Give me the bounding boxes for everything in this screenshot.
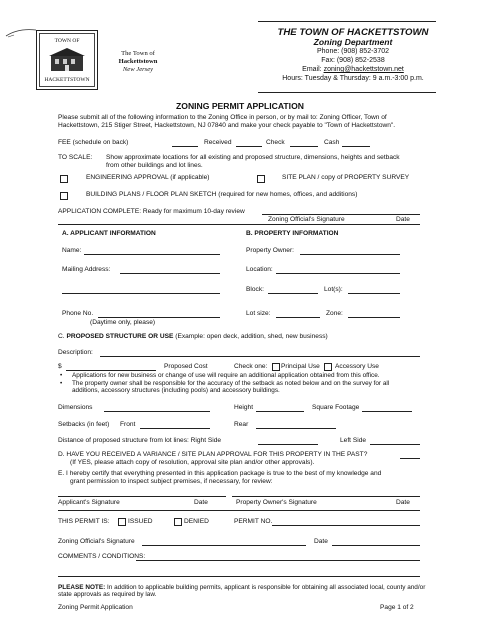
received-label: Received xyxy=(204,139,232,146)
to-scale-label: TO SCALE: xyxy=(58,154,93,161)
certify-line-1: E. I hereby certify that everything presented in this application package is true to the best of my knowledge and xyxy=(58,470,382,477)
front-field[interactable] xyxy=(140,428,210,429)
header-phone: Phone: (908) 852-3702 xyxy=(317,48,389,55)
denied-label: DENIED xyxy=(184,518,209,525)
square-footage-label: Square Footage xyxy=(312,404,360,411)
header-hours: Hours: Tuesday & Thursday: 9 a.m.-3:00 p.m. xyxy=(282,75,424,82)
zoning-sig-caption: Zoning Official's Signature xyxy=(268,216,345,223)
description-label: Description: xyxy=(58,349,93,356)
lot-size-field[interactable] xyxy=(276,317,320,318)
section-c-example: (Example: open deck, addition, shed, new business) xyxy=(173,333,328,340)
property-owner-field[interactable] xyxy=(300,254,400,255)
owner-date-caption: Date xyxy=(396,499,410,506)
rear-label: Rear xyxy=(234,421,249,428)
building-icon xyxy=(49,47,85,73)
bullet-2a: The property owner shall be responsible for the accuracy of the setback as noted below and on the survey for all xyxy=(72,380,390,387)
dimensions-label: Dimensions xyxy=(58,404,93,411)
mailing-address-field-2[interactable] xyxy=(62,293,220,294)
permit-is-label: THIS PERMIT IS: xyxy=(58,518,110,525)
name-label: Name: xyxy=(62,247,82,254)
zoning-official-date-field[interactable] xyxy=(332,545,420,546)
site-plan-label: SITE PLAN / copy of PROPERTY SURVEY xyxy=(282,174,410,181)
fee-label: FEE (schedule on back) xyxy=(58,139,129,146)
logo-top-text: TOWN OF xyxy=(54,38,80,44)
town-line-1: The Town of xyxy=(121,50,155,57)
town-line-2: Hackettstown xyxy=(118,58,158,65)
left-side-field[interactable] xyxy=(370,444,420,445)
height-field[interactable] xyxy=(256,411,304,412)
dollar-sign: $ xyxy=(58,363,62,370)
block-field[interactable] xyxy=(268,293,318,294)
check-one-label: Check one: xyxy=(234,363,268,370)
setbacks-label: Setbacks (in feet) xyxy=(58,421,110,428)
footer-title: Zoning Permit Application xyxy=(58,604,133,611)
issued-label: ISSUED xyxy=(128,518,153,525)
logo-bottom-text: HACKETTSTOWN xyxy=(44,77,90,83)
lots-field[interactable] xyxy=(348,293,400,294)
app-complete-label: APPLICATION COMPLETE: Ready for maximum 10-day review xyxy=(58,208,245,215)
certify-line-2: grant permission to inspect subject premises, if necessary, for review: xyxy=(70,478,273,485)
right-side-field[interactable] xyxy=(258,444,318,445)
rear-field[interactable] xyxy=(256,428,336,429)
front-label: Front xyxy=(120,421,136,428)
principal-use-checkbox[interactable] xyxy=(272,363,280,371)
note-line-2: state approvals as required by law. xyxy=(58,591,157,598)
question-d-answer[interactable] xyxy=(400,458,420,459)
permit-no-label: PERMIT NO. xyxy=(234,518,273,525)
note-label: PLEASE NOTE: xyxy=(58,584,106,591)
scale-text-1: Show approximate locations for all existing and proposed structure, dimensions, heights and setback xyxy=(106,154,400,161)
owner-sig-caption: Property Owner's Signature xyxy=(236,499,317,506)
principal-use-label: Principal Use xyxy=(281,363,320,370)
header-fax: Fax: (908) 852-2538 xyxy=(321,57,385,64)
accessory-use-label: Accessory Use xyxy=(335,363,379,370)
bullet-2b: additions, accessory structures (including pools) and accessory buildings. xyxy=(72,387,280,394)
scale-text-2: from other buildings and lot lines. xyxy=(106,162,203,169)
section-c-prefix: C. xyxy=(58,333,67,340)
comments-field-2[interactable] xyxy=(58,576,420,577)
phone-no-label: Phone No. xyxy=(62,310,94,317)
lots-label: Lot(s): xyxy=(324,286,343,293)
phone-no-field[interactable] xyxy=(98,317,220,318)
email-label: Email: xyxy=(302,66,324,73)
owner-signature-field[interactable] xyxy=(232,496,420,497)
corner-mark xyxy=(4,26,38,40)
zoning-date-caption: Date xyxy=(396,216,410,223)
distance-label: Distance of proposed structure from lot lines: Right Side xyxy=(58,437,222,444)
header-title: THE TOWN OF HACKETTSTOWN xyxy=(277,27,429,38)
comments-field[interactable] xyxy=(136,560,420,561)
zone-label: Zone: xyxy=(326,310,343,317)
intro-line-1: Please submit all of the following information to the Zoning Office in person, or by mail to: Zoning Officer, Town of xyxy=(58,114,387,121)
daytime-note: (Daytime only, please) xyxy=(90,319,156,326)
zone-field[interactable] xyxy=(348,317,400,318)
location-field[interactable] xyxy=(276,273,400,274)
mailing-address-field[interactable] xyxy=(120,273,220,274)
note-line-1: In addition to applicable building permits, applicant is responsible for obtaining all associated local, county and/or xyxy=(107,584,426,591)
section-a-heading: A. APPLICANT INFORMATION xyxy=(62,230,156,237)
name-field[interactable] xyxy=(84,254,220,255)
town-line-3: New Jersey xyxy=(122,66,154,73)
building-plans-checkbox[interactable] xyxy=(60,192,68,200)
engineering-label: ENGINEERING APPROVAL (if applicable) xyxy=(86,174,210,181)
question-d: D. HAVE YOU RECEIVED A VARIANCE / SITE PLAN APPROVAL FOR THIS PROPERTY IN THE PAST? xyxy=(58,451,368,458)
issued-checkbox[interactable] xyxy=(118,518,126,526)
mailing-address-label: Mailing Address: xyxy=(62,266,111,273)
applicant-date-caption: Date xyxy=(194,499,208,506)
zoning-official-sig-field[interactable] xyxy=(142,545,306,546)
bullet-1: Applications for new business or change of use will require an additional application obtained from this office. xyxy=(72,372,380,379)
accessory-use-checkbox[interactable] xyxy=(324,363,332,371)
denied-checkbox[interactable] xyxy=(174,518,182,526)
proposed-cost-label: Proposed Cost xyxy=(164,363,208,370)
left-side-label: Left Side xyxy=(340,437,367,444)
square-footage-field[interactable] xyxy=(362,411,412,412)
section-b-heading: B. PROPERTY INFORMATION xyxy=(246,230,339,237)
property-owner-label: Property Owner: xyxy=(246,247,295,254)
proposed-cost-field[interactable] xyxy=(66,370,156,371)
email-link[interactable]: zoning@hackettstown.net xyxy=(323,66,404,73)
intro-line-2: Hackettstown, 215 Stiger Street, Hackettstown, NJ 07840 and make your check payable to "Town of Hackettstown". xyxy=(58,122,396,129)
lot-size-label: Lot size: xyxy=(246,310,271,317)
block-label: Block: xyxy=(246,286,264,293)
check-label: Check xyxy=(266,139,285,146)
building-plans-label: BUILDING PLANS / FLOOR PLAN SKETCH (required for new homes, offices, and additions) xyxy=(86,191,358,198)
form-title: ZONING PERMIT APPLICATION xyxy=(176,101,304,111)
permit-no-field[interactable] xyxy=(272,525,420,526)
town-seal-logo xyxy=(36,30,98,90)
cash-label: Cash xyxy=(324,139,340,146)
section-c-heading: PROPOSED STRUCTURE OR USE xyxy=(66,333,174,340)
dimensions-field[interactable] xyxy=(104,411,210,412)
applicant-sig-caption: Applicant's Signature xyxy=(58,499,120,506)
height-label: Height xyxy=(234,404,254,411)
location-label: Location: xyxy=(246,266,273,273)
applicant-signature-field[interactable] xyxy=(58,496,226,497)
header-dept: Zoning Department xyxy=(313,37,393,47)
page-number: Page 1 of 2 xyxy=(380,604,414,611)
zoning-official-sig-label: Zoning Official's Signature xyxy=(58,538,135,545)
site-plan-checkbox[interactable] xyxy=(257,175,265,183)
zoning-official-date-label: Date xyxy=(314,538,328,545)
comments-label: COMMENTS / CONDITIONS: xyxy=(58,553,146,560)
engineering-checkbox[interactable] xyxy=(60,175,68,183)
question-d-note: (If YES, please attach copy of resolution, approval site plan and/or other approvals). xyxy=(70,459,315,466)
description-field[interactable] xyxy=(100,356,420,357)
